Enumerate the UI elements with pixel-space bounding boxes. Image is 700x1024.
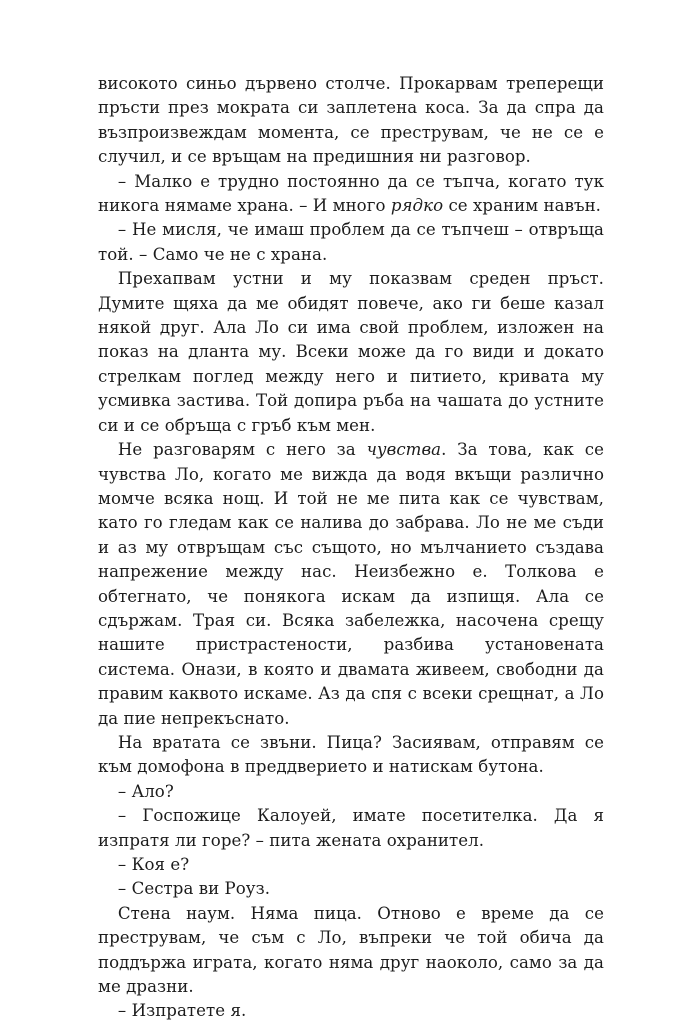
paragraph — [98, 72, 604, 170]
italic-text: рядко — [390, 196, 444, 216]
paragraph-text: високото синьо дървено столче. Прокарвам треперещи пръсти през мократа си заплетена коса. За да спра да възпроизвеждам момента, се преструвам, че не се е случил, и се връщам на предишния ни разговор. — [98, 74, 604, 167]
paragraph-text: – Сестра ви Роуз. — [117, 879, 271, 899]
paragraph-text: – Ало? — [117, 781, 174, 801]
paragraph — [98, 999, 604, 1023]
paragraph-text: – Коя е? — [117, 855, 190, 874]
paragraph — [98, 877, 604, 901]
paragraph-text: Стена наум. Няма пица. Отново е време да се преструвам, че съм с Ло, въпреки че той обича да поддържа играта, когато няма друг наоколо, само за да ме дразни. — [98, 903, 604, 997]
paragraph-text: Не разговарям с него за — [117, 440, 367, 460]
paragraph-text: – Госпожице Калоуей, имате посетителка. Да я изпратя ли горе? – пита жената охранител. — [98, 806, 604, 850]
paragraph-text: . За това, как се чувства Ло, когато ме вижда да водя вкъщи различно момче всяка нощ. И той не ме пита как се чувствам, като го гледам как се налива до забрава. Ло не ме съди и аз му отвръщам със същото, но мълчанието създава напрежение между нас. Неизбежно е. Толкова е обтегнато, че понякога искам да изпищя. Ала се сдържам. Трая си. Всяка забележка, насочена срещу нашите пристрастености, разбива установената система. Онази, в която и двамата живеем, свободни да правим каквото искаме. Аз да спя с всеки срещнат, а Ло да пие непрекъснато. — [98, 440, 604, 728]
paragraph-text: Прехапвам устни и му показвам среден пръст. Думите щяха да ме обидят повече, ако ги беше казал някой друг. Ала Ло си има свой проблем, изложен на показ на дланта му. Всеки може да го види и докато стрелкам поглед между него и питието, кривата му усмивка застива. Той допира ръба на чашата до устните си и се обръща с гръб към мен. — [98, 269, 604, 435]
paragraph-text: На вратата се звъни. Пица? Засиявам, отправям се към домофона в преддверието и натискам бутона. — [98, 732, 604, 777]
paragraph-text: – Малко е трудно постоянно да се тъпча, когато тук никога нямаме храна. – И много — [98, 171, 604, 216]
paragraph-text: – Изпратете я. — [117, 1001, 247, 1021]
paragraph — [98, 218, 604, 267]
paragraph — [98, 438, 604, 731]
paragraph-text: – Не мисля, че имаш проблем да се тъпчеш – отвръща той. – Само че не с храна. — [98, 220, 604, 264]
paragraph — [98, 170, 604, 219]
italic-text: чувства — [366, 440, 442, 460]
paragraph — [98, 902, 604, 1000]
paragraph — [98, 267, 604, 438]
paragraph-text: се храним навън. — [443, 196, 601, 216]
paragraph — [98, 780, 604, 804]
paragraph — [98, 804, 604, 853]
paragraph — [98, 853, 604, 877]
paragraph — [98, 731, 604, 780]
page-text-block — [98, 72, 604, 1024]
